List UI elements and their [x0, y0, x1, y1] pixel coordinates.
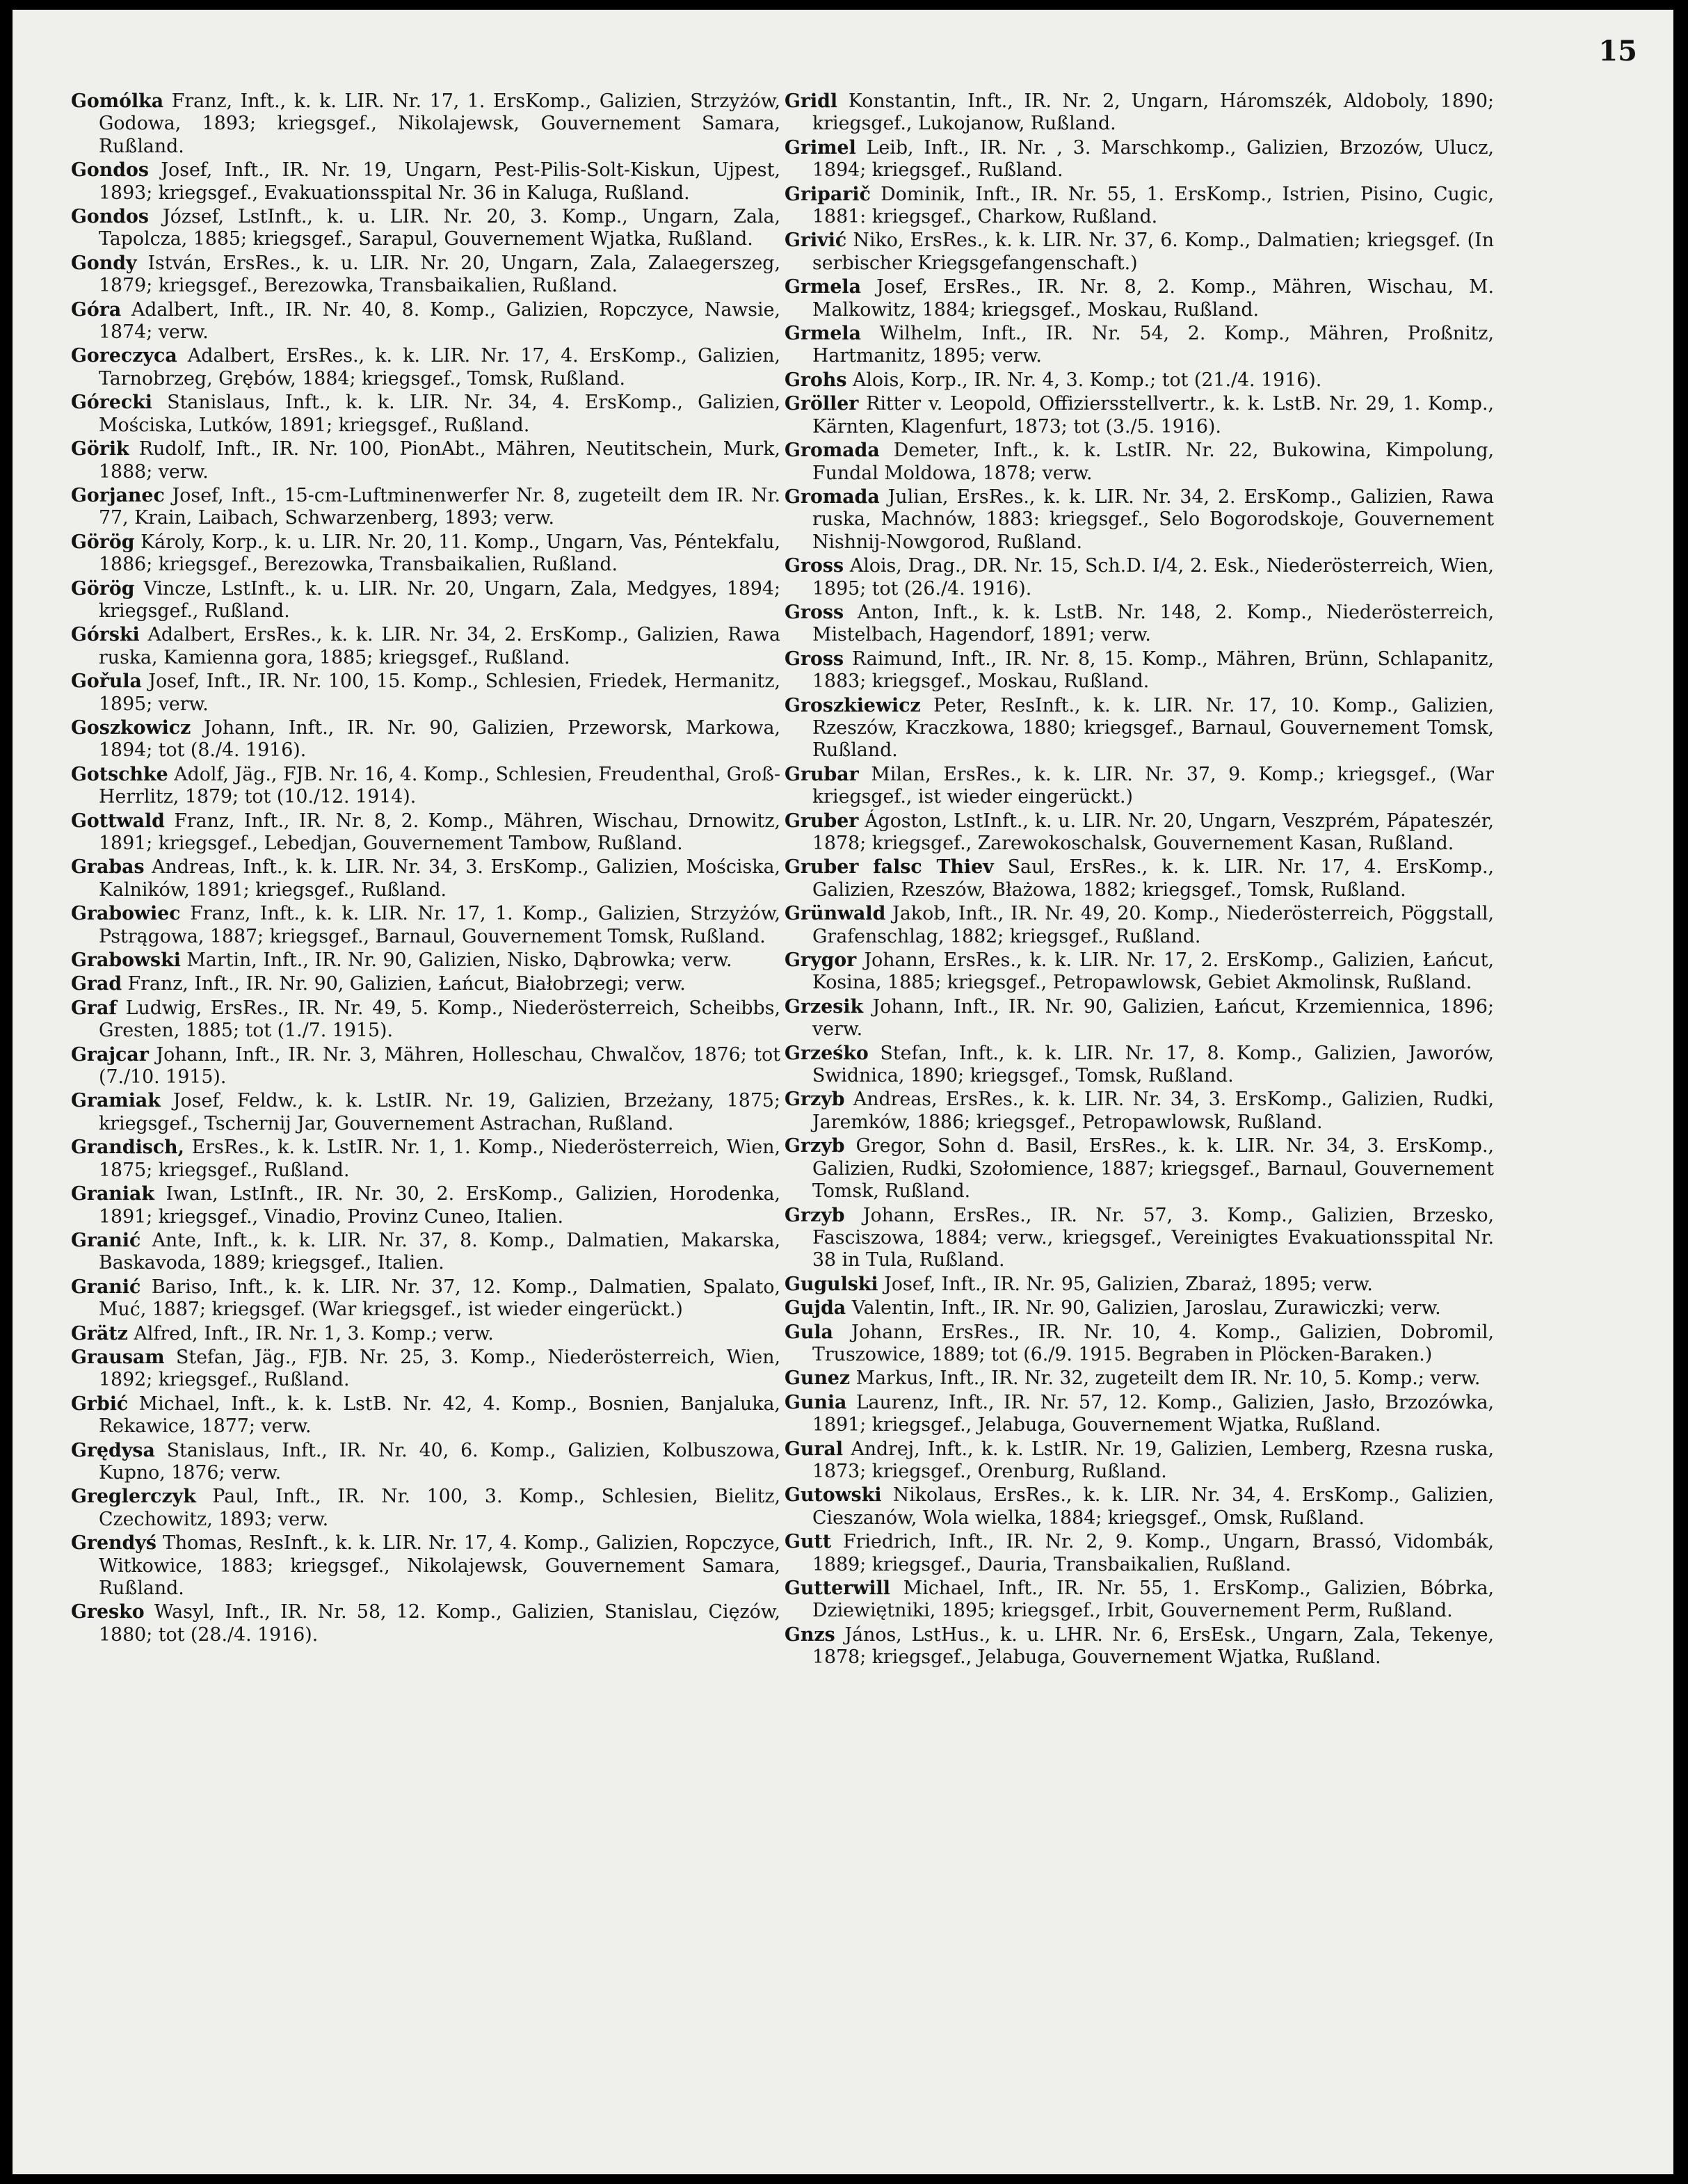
- entry-surname: Görög: [71, 577, 135, 600]
- entry-surname: Grandisch,: [71, 1137, 184, 1159]
- list-entry: [785, 1577, 1494, 1623]
- entry-surname: Gröller: [785, 393, 859, 415]
- entry-surname: Gunia: [785, 1391, 847, 1413]
- list-entry: [71, 299, 780, 344]
- entry-surname: Gramiak: [71, 1090, 161, 1112]
- entry-surname: Groszkiewicz: [785, 694, 921, 716]
- entry-details: Stefan, Jäg., FJB. Nr. 25, 3. Komp., Niederösterreich, Wien, 1892; kriegsgef., Rußland.: [99, 1346, 780, 1391]
- list-entry: [785, 1322, 1494, 1367]
- entry-details: Stefan, Inft., k. k. LIR. Nr. 17, 8. Komp., Galizien, Jaworów, Swidnica, 1890; kriegsgef., Tomsk, Rußland.: [812, 1042, 1494, 1087]
- list-entry: [785, 1274, 1494, 1296]
- list-entry: [785, 1624, 1494, 1669]
- entry-details: Thomas, ResInft., k. k. LIR. Nr. 17, 4. Komp., Galizien, Ropczyce, Witkowice, 1883; kriegsgef., Nikolajewsk, Gouvernement Samara, Rußland.: [99, 1532, 780, 1599]
- entry-surname: Grzyb: [785, 1089, 845, 1111]
- entry-details: István, ErsRes., k. u. LIR. Nr. 20, Ungarn, Zala, Zalaegerszeg, 1879; kriegsgef., Berezowka, Transbaikalien, Rußland.: [99, 252, 780, 297]
- entry-details: János, LstHus., k. u. LHR. Nr. 6, ErsEsk., Ungarn, Zala, Tekenye, 1878; kriegsgef., Jelabuga, Gouvernement Wjatka, Rußland.: [812, 1623, 1494, 1669]
- entry-details: Josef, Inft., IR. Nr. 19, Ungarn, Pest-Pilis-Solt-Kiskun, Ujpest, 1893; kriegsgef., Evakuationsspital Nr. 36 in Kaluga, Rußland.: [99, 159, 780, 204]
- entry-surname: Greglerczyk: [71, 1486, 196, 1508]
- entry-surname: Grzyb: [785, 1204, 845, 1226]
- entry-details: Alois, Korp., IR. Nr. 4, 3. Komp.; tot (21./4. 1916).: [852, 369, 1322, 391]
- entry-surname: Gromada: [785, 440, 880, 462]
- entry-surname: Gural: [785, 1438, 844, 1460]
- document-page: [13, 10, 1673, 2174]
- entry-surname: Grabowski: [71, 949, 181, 972]
- entry-surname: Gromada: [785, 485, 880, 508]
- entry-surname: Grabas: [71, 856, 145, 878]
- entry-details: Julian, ErsRes., k. k. LIR. Nr. 34, 2. ErsKomp., Galizien, Rawa ruska, Machnów, 1883: kriegsgef., Selo Bogorodskoje, Gouvernement Nishnij-Nowgorod, Rußland.: [812, 485, 1494, 553]
- entry-details: Adalbert, ErsRes., k. k. LIR. Nr. 34, 2. ErsKomp., Galizien, Rawa ruska, Kamienna gora, 1885; kriegsgef., Rußland.: [99, 624, 780, 668]
- entry-surname: Gruber: [785, 810, 859, 832]
- entry-details: Michael, Inft., IR. Nr. 55, 1. ErsKomp., Galizien, Bóbrka, Dziewiętniki, 1895; kriegsgef., Irbit, Gouvernement Perm, Rußland.: [812, 1577, 1494, 1622]
- page-number: 15: [1598, 35, 1637, 67]
- entry-surname: Gujda: [785, 1297, 846, 1319]
- entry-details: Niko, ErsRes., k. k. LIR. Nr. 37, 6. Komp., Dalmatien; kriegsgef. (In serbischer Kriegsgefangenschaft.): [812, 230, 1494, 274]
- entry-details: Josef, ErsRes., IR. Nr. 8, 2. Komp., Mähren, Wischau, M. Malkowitz, 1884; kriegsgef., Moskau, Rußland.: [812, 276, 1494, 321]
- entry-details: Saul, ErsRes., k. k. LIR. Nr. 17, 4. ErsKomp., Galizien, Rzeszów, Błażowa, 1882; kriegsgef., Tomsk, Rußland.: [812, 856, 1494, 901]
- entry-surname: Grmela: [785, 276, 861, 298]
- entry-surname: Goreczyca: [71, 345, 177, 367]
- list-entry: [71, 949, 780, 972]
- entry-surname: Grendyś: [71, 1532, 156, 1555]
- list-entry: [785, 1205, 1494, 1272]
- entry-surname: Grad: [71, 973, 122, 995]
- left-column: [71, 90, 780, 1648]
- entry-details: Ritter v. Leopold, Offiziersstellvertr., k. k. LstB. Nr. 29, 1. Komp., Kärnten, Klagenfurt, 1873; tot (3./5. 1916).: [812, 393, 1494, 437]
- entry-surname: Grajcar: [71, 1043, 149, 1066]
- list-entry: [71, 1183, 780, 1228]
- list-entry: [785, 276, 1494, 321]
- entry-surname: Górski: [71, 624, 140, 646]
- entry-details: Nikolaus, ErsRes., k. k. LIR. Nr. 34, 4. ErsKomp., Galizien, Cieszanów, Wola wielka, 1884; kriegsgef., Omsk, Rußland.: [812, 1484, 1494, 1529]
- entry-surname: Gondy: [71, 252, 137, 274]
- entry-details: Friedrich, Inft., IR. Nr. 2, 9. Komp., Ungarn, Brassó, Vidombák, 1889; kriegsgef., Dauria, Transbaikalien, Rußland.: [812, 1531, 1494, 1575]
- entry-details: Stanislaus, Inft., IR. Nr. 40, 6. Komp., Galizien, Kolbuszowa, Kupno, 1876; verw.: [99, 1439, 780, 1484]
- entry-details: Demeter, Inft., k. k. LstIR. Nr. 22, Bukowina, Kimpolung, Fundal Moldowa, 1878; verw.: [812, 440, 1494, 484]
- entry-surname: Gugulski: [785, 1273, 878, 1295]
- entry-details: Ante, Inft., k. k. LIR. Nr. 37, 8. Komp., Dalmatien, Makarska, Baskavoda, 1889; kriegsgef., Italien.: [99, 1229, 780, 1274]
- entry-surname: Granić: [71, 1276, 141, 1298]
- entry-surname: Gunez: [785, 1367, 851, 1390]
- list-entry: [71, 973, 780, 995]
- entry-surname: Gross: [785, 555, 844, 577]
- list-entry: [71, 1486, 780, 1531]
- entry-details: Ludwig, ErsRes., IR. Nr. 49, 5. Komp., Niederösterreich, Scheibbs, Gresten, 1885; tot (1./7. 1915).: [99, 997, 780, 1042]
- list-entry: [71, 1532, 780, 1600]
- entry-details: Andreas, Inft., k. k. LIR. Nr. 34, 3. ErsKomp., Galizien, Mościska, Kalników, 1891; kriegsgef., Rußland.: [99, 856, 780, 901]
- list-entry: [785, 1438, 1494, 1484]
- entry-details: Markus, Inft., IR. Nr. 32, zugeteilt dem IR. Nr. 10, 5. Komp.; verw.: [855, 1367, 1481, 1390]
- entry-details: Wasyl, Inft., IR. Nr. 58, 12. Komp., Galizien, Stanislau, Cięzów, 1880; tot (28./4. 1916).: [99, 1601, 780, 1646]
- entry-surname: Grabowiec: [71, 903, 181, 925]
- entry-surname: Grimel: [785, 136, 856, 159]
- entry-surname: Graf: [71, 997, 117, 1019]
- entry-surname: Grzyb: [785, 1135, 845, 1157]
- entry-surname: Grätz: [71, 1322, 128, 1344]
- list-entry: [785, 949, 1494, 995]
- entry-details: Josef, Inft., 15-cm-Luftminenwerfer Nr. 8, zugeteilt dem IR. Nr. 77, Krain, Laibach, Schwarzenberg, 1893; verw.: [99, 484, 780, 529]
- entry-surname: Gula: [785, 1321, 833, 1343]
- entry-surname: Grbić: [71, 1392, 129, 1415]
- entry-details: Konstantin, Inft., IR. Nr. 2, Ungarn, Háromszék, Aldoboly, 1890; kriegsgef., Lukojanow, Rußland.: [812, 90, 1494, 135]
- entry-details: Leib, Inft., IR. Nr. , 3. Marschkomp., Galizien, Brzozów, Ulucz, 1894; kriegsgef., Rußland.: [812, 136, 1494, 182]
- entry-details: Ágoston, LstInft., k. u. LIR. Nr. 20, Ungarn, Veszprém, Pápateszér, 1878; kriegsgef., Zarewokoschalsk, Gouvernement Kasan, Rußland.: [812, 810, 1494, 854]
- list-entry: [71, 1044, 780, 1089]
- entry-details: Valentin, Inft., IR. Nr. 90, Galizien, Jaroslau, Zurawiczki; verw.: [851, 1297, 1441, 1319]
- entry-details: Milan, ErsRes., k. k. LIR. Nr. 37, 9. Komp.; kriegsgef., (War kriegsgef., ist wieder eingerückt.): [812, 763, 1494, 808]
- list-entry: [785, 903, 1494, 948]
- entry-surname: Góra: [71, 298, 122, 321]
- list-entry: [785, 602, 1494, 647]
- list-entry: [785, 369, 1494, 392]
- entry-surname: Gondos: [71, 206, 149, 228]
- entry-surname: Gorjanec: [71, 484, 165, 506]
- entry-details: Michael, Inft., k. k. LstB. Nr. 42, 4. Komp., Bosnien, Banjaluka, Rekawice, 1877; verw.: [99, 1392, 780, 1438]
- list-entry: [71, 252, 780, 298]
- entry-details: Franz, Inft., IR. Nr. 90, Galizien, Łańcut, Białobrzegi; verw.: [127, 973, 686, 995]
- list-entry: [785, 90, 1494, 136]
- list-entry: [71, 1393, 780, 1438]
- list-entry: [71, 671, 780, 716]
- entry-details: Peter, ResInft., k. k. LIR. Nr. 17, 10. Komp., Galizien, Rzeszów, Kraczkowa, 1880; kriegsgef., Barnaul, Gouvernement Tomsk, Rußland.: [812, 694, 1494, 762]
- entry-details: Josef, Inft., IR. Nr. 100, 15. Komp., Schlesien, Friedek, Hermanitz, 1895; verw.: [99, 671, 780, 715]
- list-entry: [785, 1089, 1494, 1134]
- entry-surname: Gořula: [71, 671, 142, 693]
- list-entry: [71, 159, 780, 204]
- entry-details: Laurenz, Inft., IR. Nr. 57, 12. Komp., Galizien, Jasło, Brzozówka, 1891; kriegsgef., Jelabuga, Gouvernement Wjatka, Rußland.: [812, 1391, 1494, 1436]
- entry-surname: Gutowski: [785, 1484, 882, 1507]
- list-entry: [785, 1367, 1494, 1390]
- entry-details: Johann, ErsRes., k. k. LIR. Nr. 17, 2. ErsKomp., Galizien, Łańcut, Kosina, 1885; kriegsgef., Petropawlowsk, Gebiet Akmolinsk, Rußland.: [812, 949, 1494, 994]
- list-entry: [785, 810, 1494, 856]
- list-entry: [785, 648, 1494, 693]
- list-entry: [785, 323, 1494, 368]
- entry-details: Johann, Inft., IR. Nr. 90, Galizien, Łańcut, Krzemiennica, 1896; verw.: [812, 995, 1494, 1041]
- list-entry: [785, 184, 1494, 229]
- entry-details: Martin, Inft., IR. Nr. 90, Galizien, Nisko, Dąbrowka; verw.: [186, 949, 732, 972]
- entry-details: Johann, ErsRes., IR. Nr. 57, 3. Komp., Galizien, Brzesko, Fasciszowa, 1884; verw., kriegsgef., Vereinigtes Evakuationsspital Nr. 38 in Tula, Rußland.: [812, 1204, 1494, 1271]
- entry-details: Bariso, Inft., k. k. LIR. Nr. 37, 12. Komp., Dalmatien, Spalato, Muć, 1887; kriegsgef. (War kriegsgef., ist wieder eingerückt.): [99, 1276, 780, 1321]
- entry-surname: Gondos: [71, 159, 149, 182]
- list-entry: [71, 997, 780, 1043]
- entry-surname: Gridl: [785, 90, 838, 112]
- list-entry: [71, 392, 780, 437]
- entry-details: Adalbert, Inft., IR. Nr. 40, 8. Komp., Galizien, Ropczyce, Nawsie, 1874; verw.: [99, 298, 780, 344]
- list-entry: [71, 856, 780, 901]
- list-entry: [785, 1297, 1494, 1319]
- list-entry: [71, 438, 780, 483]
- entry-surname: Granić: [71, 1229, 141, 1251]
- list-entry: [785, 695, 1494, 762]
- list-entry: [785, 856, 1494, 901]
- entry-details: Dominik, Inft., IR. Nr. 55, 1. ErsKomp., Istrien, Pisino, Cugic, 1881: kriegsgef., Charkow, Rußland.: [812, 183, 1494, 228]
- list-entry: [785, 440, 1494, 485]
- entry-details: Alois, Drag., DR. Nr. 15, Sch.D. I/4, 2. Esk., Niederösterreich, Wien, 1895; tot (26./4. 1916).: [812, 555, 1494, 600]
- entry-details: Iwan, LstInft., IR. Nr. 30, 2. ErsKomp., Galizien, Horodenka, 1891; kriegsgef., Vinadio, Provinz Cuneo, Italien.: [99, 1183, 780, 1228]
- entry-surname: Grześko: [785, 1042, 869, 1064]
- entry-details: Johann, Inft., IR. Nr. 90, Galizien, Przeworsk, Markowa, 1894; tot (8./4. 1916).: [99, 716, 780, 762]
- entry-surname: Grubar: [785, 763, 859, 785]
- entry-details: Raimund, Inft., IR. Nr. 8, 15. Komp., Mähren, Brünn, Schlapanitz, 1883; kriegsgef., Moskau, Rußland.: [812, 648, 1494, 693]
- list-entry: [785, 996, 1494, 1041]
- entry-surname: Grohs: [785, 369, 847, 391]
- entry-surname: Gresko: [71, 1601, 145, 1623]
- list-entry: [785, 555, 1494, 600]
- list-entry: [71, 764, 780, 809]
- entry-details: Jakob, Inft., IR. Nr. 49, 20. Komp., Niederösterreich, Pöggstall, Grafenschlag, 1882; kriegsgef., Rußland.: [812, 903, 1494, 947]
- entry-details: Andreas, ErsRes., k. k. LIR. Nr. 34, 3. ErsKomp., Galizien, Rudki, Jaremków, 1886; kriegsgef., Petropawlowsk, Rußland.: [812, 1089, 1494, 1133]
- list-entry: [71, 1230, 780, 1275]
- list-entry: [71, 1090, 780, 1135]
- list-entry: [71, 1137, 780, 1182]
- entry-surname: Gross: [785, 601, 844, 623]
- entry-details: Franz, Inft., k. k. LIR. Nr. 17, 1. ErsKomp., Galizien, Strzyżów, Godowa, 1893; kriegsgef., Nikolajewsk, Gouvernement Samara, Rußland.: [99, 90, 780, 157]
- entry-details: Adolf, Jäg., FJB. Nr. 16, 4. Komp., Schlesien, Freudenthal, Groß-Herrlitz, 1879; tot (10./12. 1914).: [99, 763, 780, 808]
- entry-surname: Grausam: [71, 1346, 165, 1368]
- list-entry: [71, 578, 780, 623]
- entry-surname: Górecki: [71, 392, 152, 414]
- list-entry: [785, 1135, 1494, 1203]
- entry-details: Stanislaus, Inft., k. k. LIR. Nr. 34, 4. ErsKomp., Galizien, Mościska, Lutków, 1891; kriegsgef., Rußland.: [99, 392, 780, 436]
- entry-details: Gregor, Sohn d. Basil, ErsRes., k. k. LIR. Nr. 34, 3. ErsKomp., Galizien, Rudki, Szołomience, 1887; kriegsgef., Barnaul, Gouvernement Tomsk, Rußland.: [812, 1135, 1494, 1203]
- list-entry: [71, 903, 780, 948]
- entry-surname: Grmela: [785, 323, 861, 345]
- entry-details: Adalbert, ErsRes., k. k. LIR. Nr. 17, 4. ErsKomp., Galizien, Tarnobrzeg, Grębów, 1884; kriegsgef., Tomsk, Rußland.: [99, 345, 780, 390]
- entry-details: Johann, ErsRes., IR. Nr. 10, 4. Komp., Galizien, Dobromil, Truszowice, 1889; tot (6./9. 1915. Begraben in Plöcken-Baraken.): [812, 1321, 1494, 1365]
- list-entry: [785, 1043, 1494, 1088]
- entry-surname: Görög: [71, 531, 135, 553]
- entry-details: Johann, Inft., IR. Nr. 3, Mähren, Holleschau, Chwalčov, 1876; tot (7./10. 1915).: [99, 1043, 780, 1089]
- list-entry: [71, 1601, 780, 1646]
- list-entry: [71, 485, 780, 530]
- list-entry: [71, 90, 780, 158]
- entry-details: József, LstInft., k. u. LIR. Nr. 20, 3. Komp., Ungarn, Zala, Tapolcza, 1885; kriegsgef., Sarapul, Gouvernement Wjatka, Rußland.: [99, 206, 780, 250]
- entry-surname: Gutt: [785, 1531, 832, 1553]
- entry-surname: Grivić: [785, 230, 847, 252]
- list-entry: [785, 1531, 1494, 1576]
- entry-surname: Grzesik: [785, 995, 864, 1018]
- list-entry: [71, 531, 780, 577]
- entry-surname: Grędysa: [71, 1439, 155, 1461]
- entry-surname: Grünwald: [785, 903, 886, 925]
- entry-details: Alfred, Inft., IR. Nr. 1, 3. Komp.; verw.: [134, 1322, 494, 1344]
- entry-details: Andrej, Inft., k. k. LstIR. Nr. 19, Galizien, Lemberg, Rzesna ruska, 1873; kriegsgef., Orenburg, Rußland.: [812, 1438, 1494, 1482]
- list-entry: [785, 393, 1494, 438]
- entry-details: ErsRes., k. k. LstIR. Nr. 1, 1. Komp., Niederösterreich, Wien, 1875; kriegsgef., Rußland.: [99, 1137, 780, 1181]
- entry-details: Josef, Feldw., k. k. LstIR. Nr. 19, Galizien, Brzeżany, 1875; kriegsgef., Tschernij Jar, Gouvernement Astrachan, Rußland.: [99, 1090, 780, 1134]
- entry-surname: Graniak: [71, 1183, 154, 1205]
- entry-surname: Gotschke: [71, 763, 168, 785]
- entry-surname: Gross: [785, 648, 844, 670]
- list-entry: [785, 1392, 1494, 1437]
- entry-details: Vincze, LstInft., k. u. LIR. Nr. 20, Ungarn, Zala, Medgyes, 1894; kriegsgef., Rußland.: [99, 577, 780, 622]
- entry-details: Josef, Inft., IR. Nr. 95, Galizien, Zbaraż, 1895; verw.: [884, 1273, 1373, 1295]
- list-entry: [71, 1440, 780, 1485]
- entry-details: Rudolf, Inft., IR. Nr. 100, PionAbt., Mähren, Neutitschein, Murk, 1888; verw.: [99, 438, 780, 483]
- entry-surname: Gruber falsc Thiev: [785, 856, 994, 878]
- list-entry: [71, 206, 780, 251]
- entry-surname: Gottwald: [71, 810, 165, 832]
- entry-details: Károly, Korp., k. u. LIR. Nr. 20, 11. Komp., Ungarn, Vas, Péntekfalu, 1886; kriegsgef., Berezowka, Transbaikalien, Rußland.: [99, 531, 780, 576]
- right-column: [785, 90, 1494, 1671]
- list-entry: [785, 486, 1494, 554]
- entry-surname: Gnzs: [785, 1623, 835, 1646]
- list-entry: [71, 810, 780, 856]
- list-entry: [785, 764, 1494, 809]
- entry-details: Paul, Inft., IR. Nr. 100, 3. Komp., Schlesien, Bielitz, Czechowitz, 1893; verw.: [99, 1486, 780, 1530]
- entry-details: Franz, Inft., k. k. LIR. Nr. 17, 1. Komp., Galizien, Strzyżów, Pstrągowa, 1887; kriegsgef., Barnaul, Gouvernement Tomsk, Rußland.: [99, 903, 780, 947]
- entry-details: Anton, Inft., k. k. LstB. Nr. 148, 2. Komp., Niederösterreich, Mistelbach, Hagendorf, 1891; verw.: [812, 601, 1494, 646]
- entry-surname: Gomólka: [71, 90, 164, 112]
- list-entry: [71, 1323, 780, 1345]
- entry-surname: Grygor: [785, 949, 857, 972]
- list-entry: [71, 624, 780, 669]
- list-entry: [71, 1276, 780, 1322]
- entry-surname: Goszkowicz: [71, 716, 191, 739]
- list-entry: [71, 345, 780, 390]
- list-entry: [71, 717, 780, 762]
- entry-surname: Gutterwill: [785, 1577, 890, 1599]
- list-entry: [785, 1484, 1494, 1529]
- entry-details: Franz, Inft., IR. Nr. 8, 2. Komp., Mähren, Wischau, Drnowitz, 1891; kriegsgef., Lebedjan, Gouvernement Tambow, Rußland.: [99, 810, 780, 854]
- entry-details: Wilhelm, Inft., IR. Nr. 54, 2. Komp., Mähren, Proßnitz, Hartmanitz, 1895; verw.: [812, 323, 1494, 367]
- list-entry: [785, 230, 1494, 275]
- entry-surname: Griparič: [785, 183, 871, 205]
- list-entry: [71, 1347, 780, 1392]
- list-entry: [785, 137, 1494, 182]
- entry-surname: Görik: [71, 438, 129, 460]
